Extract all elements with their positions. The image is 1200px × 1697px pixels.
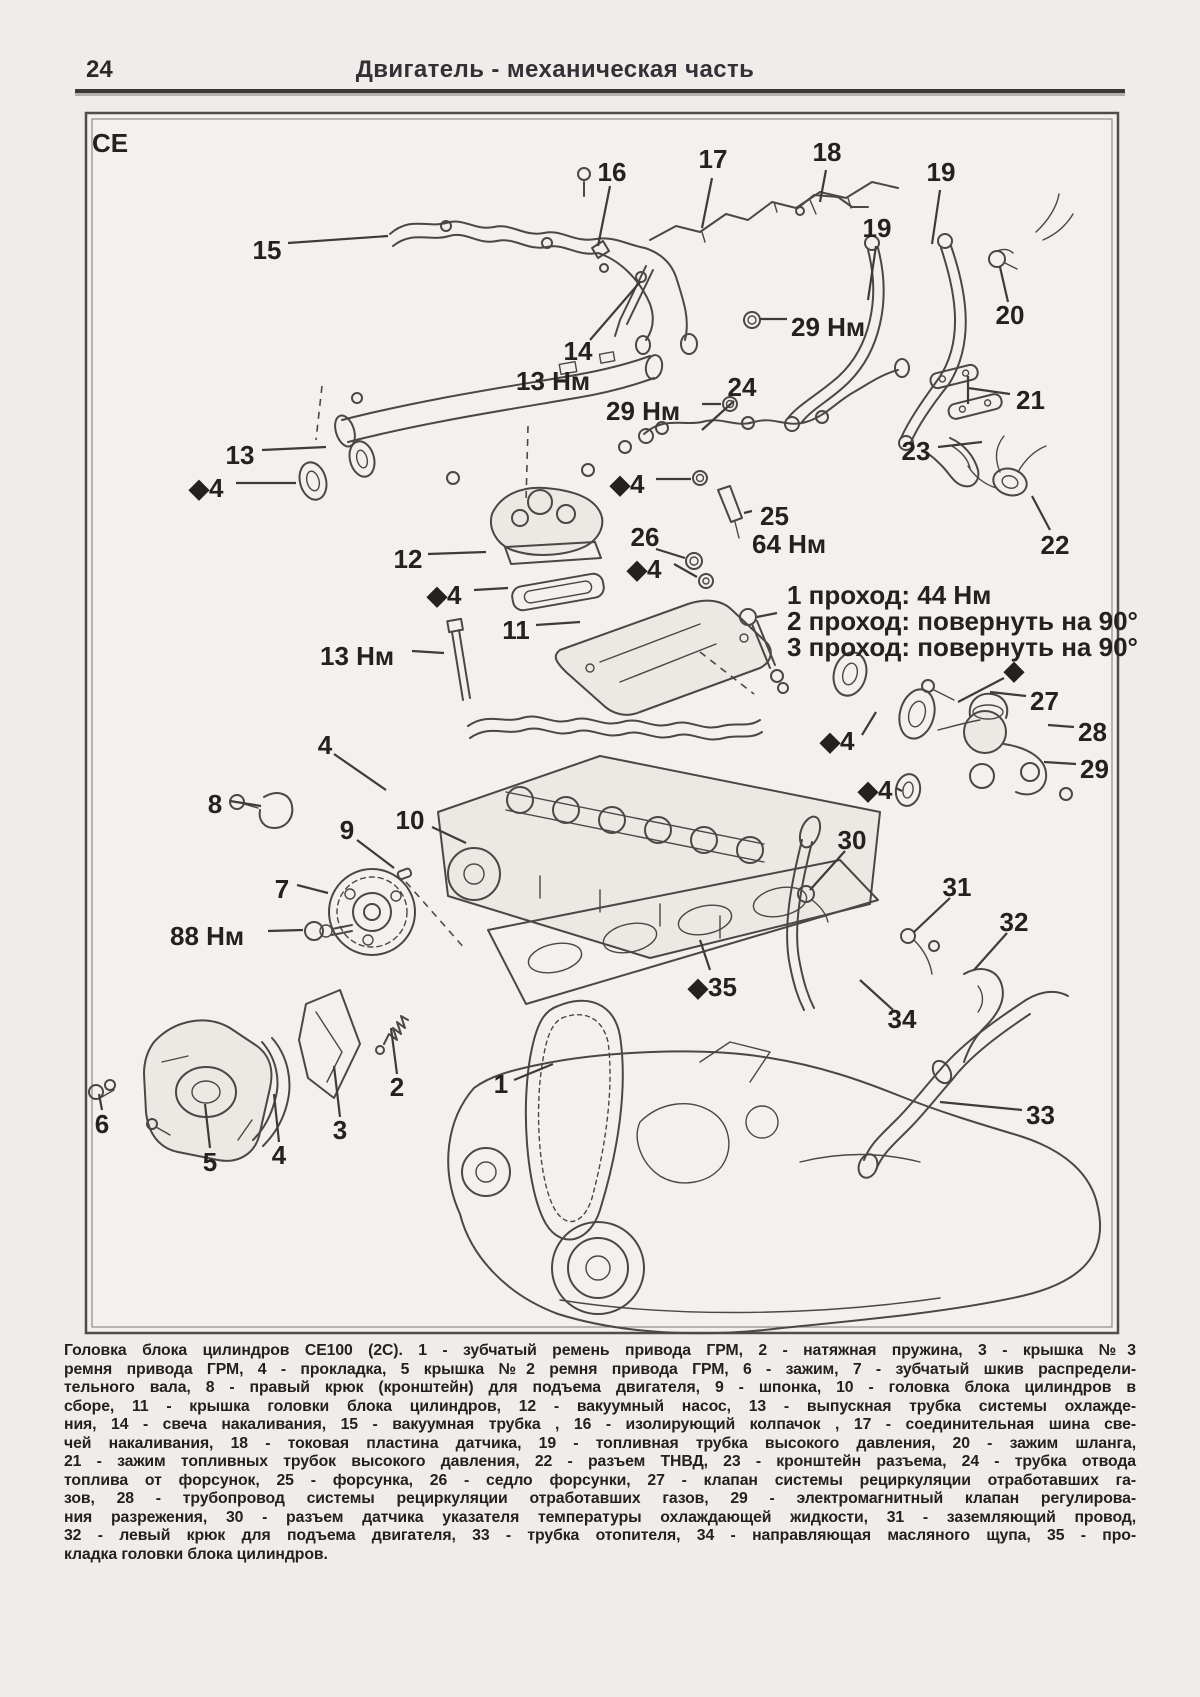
label-part-28: 28 <box>1078 717 1107 747</box>
label-part-23: 23 <box>901 436 931 466</box>
note-pass-2: 2 проход: повернуть на 90° <box>787 606 1138 636</box>
caption-line: Головка блока цилиндров CE100 (2C). 1 - зубчатый ремень привода ГРМ, 2 - натяжная пружина, 3 - крышка №3 <box>64 1342 1136 1359</box>
label-gasket-4: ◆4 <box>427 580 462 610</box>
diagram-tag: CE <box>92 128 129 158</box>
label-part-2: 2 <box>389 1072 405 1102</box>
label-gasket-4: ◆4 <box>610 469 645 499</box>
label-part-30: 30 <box>837 825 867 855</box>
caption-line: ния, 14 - свеча накаливания, 15 - вакуумная трубка , 16 - изолирующий колпачок , 17 - соединительная шина све- <box>64 1416 1136 1433</box>
caption-line: 21 - зажим топливных трубок высокого давления, 22 - разъем ТНВД, 23 - кронштейн разъема, 24 - трубка отвода <box>64 1453 1136 1470</box>
caption-line: 32 - левый крюк для подъема двигателя, 33 - трубка отопителя, 34 - направляющая масляного щупа, 35 - про- <box>64 1527 1136 1544</box>
label-torque-29nm: 29 Нм <box>606 396 681 426</box>
caption-line: топлива от форсунок, 25 - форсунка, 26 - седло форсунки, 27 - клапан системы рециркуляции отработавших га- <box>64 1471 1136 1489</box>
label-part-15: 15 <box>252 235 282 265</box>
label-part-6: 6 <box>94 1109 110 1139</box>
caption-line: тельного вала, 8 - правый крюк (кронштейн) для подъема двигателя, 9 - шпонка, 10 - головка блока цилиндров в <box>64 1379 1136 1396</box>
label-torque-88nm: 88 Нм <box>170 921 245 951</box>
label-part-10: 10 <box>395 805 425 835</box>
label-part-4: 4 <box>271 1140 287 1170</box>
caption-line: ния разрежения, 30 - разъем датчика указателя температуры охлаждающей жидкости, 31 - заземляющий провод, <box>64 1508 1136 1526</box>
label-part-21: 21 <box>1016 385 1045 415</box>
note-pass-3: 3 проход: повернуть на 90° <box>787 632 1138 662</box>
page-number: 24 <box>86 56 113 83</box>
label-part-25: 25 <box>760 501 789 531</box>
label-torque-13nm: 13 Нм <box>516 366 591 396</box>
label-part-29: 29 <box>1080 754 1109 784</box>
label-part-1: 1 <box>493 1069 509 1099</box>
label-gasket-diamond: ◆ <box>1004 655 1024 685</box>
label-part-33: 33 <box>1026 1100 1055 1130</box>
label-part-12: 12 <box>393 544 423 574</box>
label-part-20: 20 <box>995 300 1025 330</box>
caption-line: сборе, 11 - крышка головки блока цилиндров, 12 - вакуумный насос, 13 - выпускная трубка системы охлажде- <box>64 1397 1136 1415</box>
label-part-13: 13 <box>225 440 255 470</box>
page-title: Двигатель - механическая часть <box>355 56 755 83</box>
label-torque-13nm: 13 Нм <box>320 641 395 671</box>
label-part-11: 11 <box>502 615 530 645</box>
label-part-9: 9 <box>339 815 355 845</box>
label-torque-29nm: 29 Нм <box>791 312 866 342</box>
caption-line: зов, 28 - трубопровод системы рециркуляции отработавших газов, 29 - электромагнитный клапан регулирова- <box>64 1490 1136 1507</box>
label-part-27: 27 <box>1030 686 1059 716</box>
label-part-14: 14 <box>563 336 593 366</box>
label-part-26: 26 <box>630 522 660 552</box>
label-part-18: 18 <box>812 137 842 167</box>
label-part-7: 7 <box>274 874 290 904</box>
label-part-4: 4 <box>317 730 333 760</box>
label-part-3: 3 <box>332 1115 348 1145</box>
label-gasket-4: ◆4 <box>189 473 224 503</box>
label-part-16: 16 <box>597 157 627 187</box>
label-part-8: 8 <box>207 789 223 819</box>
label-part-34: 34 <box>887 1004 917 1034</box>
note-pass-1: 1 проход: 44 Нм <box>787 580 992 610</box>
label-torque-64nm: 64 Нм <box>752 529 827 559</box>
caption-line: чей накаливания, 18 - токовая пластина датчика, 19 - топливная трубка высокого давления, 20 - зажим шланга, <box>64 1434 1136 1452</box>
caption-line: ремня привода ГРМ, 4 - прокладка, 5 крышка №2 ремня привода ГРМ, 6 - зажим, 7 - зубчатый шкив распредели- <box>64 1360 1136 1378</box>
label-part-19: 19 <box>862 213 892 243</box>
label-gasket-35: ◆35 <box>688 972 737 1002</box>
label-part-31: 31 <box>942 872 972 902</box>
label-part-32: 32 <box>999 907 1029 937</box>
label-gasket-4: ◆4 <box>627 554 662 584</box>
label-part-19: 19 <box>926 157 956 187</box>
label-gasket-4: ◆4 <box>820 726 855 756</box>
label-gasket-4: ◆4 <box>858 775 893 805</box>
label-part-5: 5 <box>202 1147 218 1177</box>
label-part-22: 22 <box>1040 530 1070 560</box>
label-part-24: 24 <box>727 372 757 402</box>
label-part-17: 17 <box>698 144 728 174</box>
caption-line: кладка головки блока цилиндров. <box>64 1545 328 1563</box>
caption <box>64 1342 1136 1564</box>
